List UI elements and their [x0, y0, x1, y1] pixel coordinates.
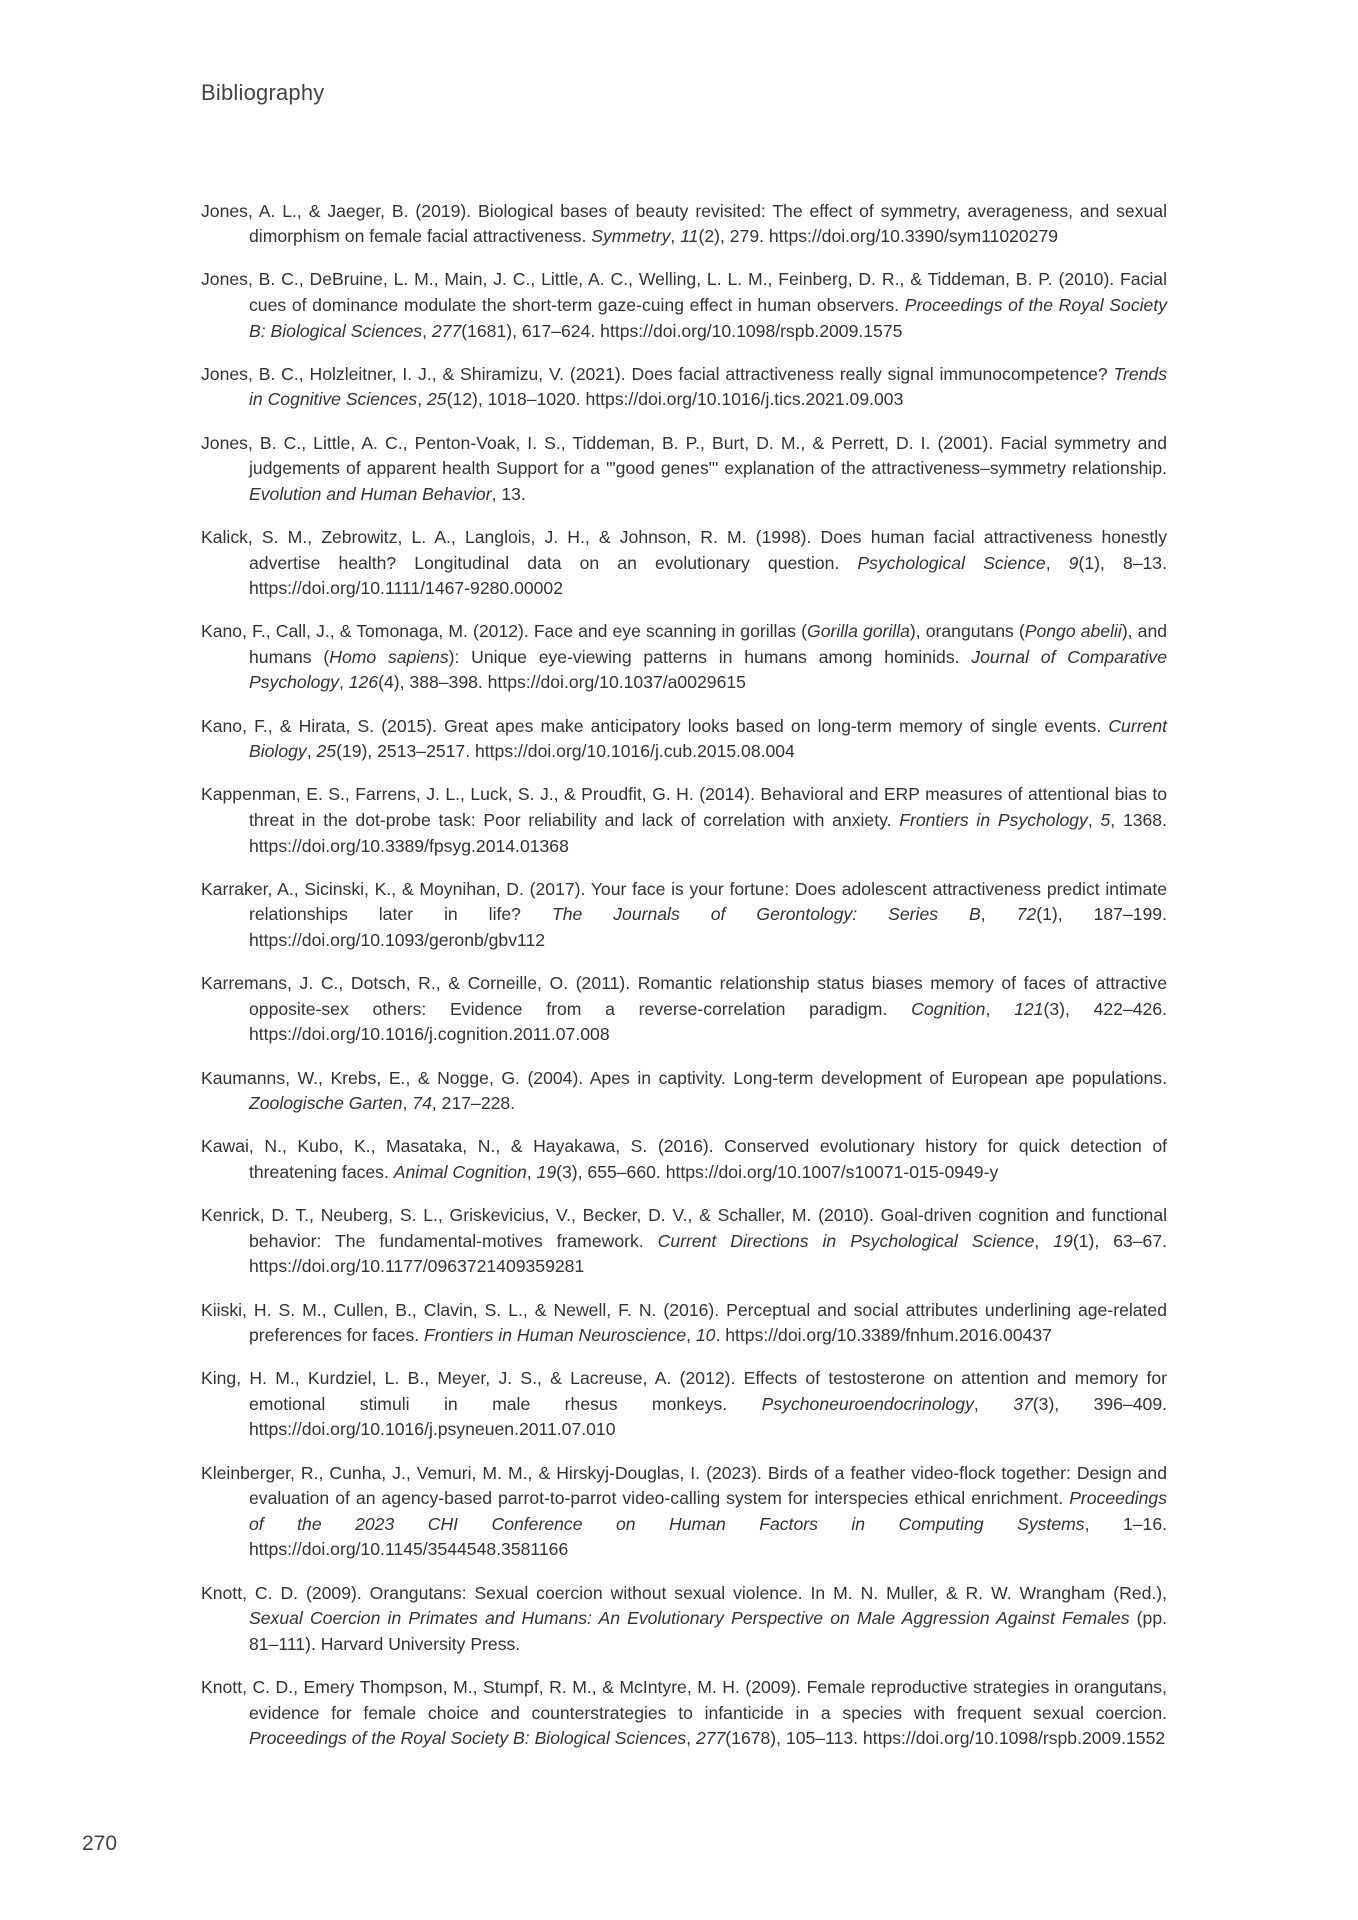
bib-entry: [201, 199, 1167, 250]
bib-authors: Karremans, J. C., Dotsch, R., & Corneille, O. (2011).: [201, 973, 631, 994]
bib-entry: [201, 362, 1167, 413]
bib-authors: King, H. M., Kurdziel, L. B., Meyer, J. S., & Lacreuse, A. (2012).: [201, 1368, 736, 1389]
bib-journal: Current Directions in Psychological Science: [657, 1230, 1035, 1251]
bib-species-name: Pongo abelii: [1024, 621, 1122, 642]
bib-separator: ,: [1084, 1513, 1123, 1534]
bib-separator: ,: [1034, 1230, 1054, 1251]
bib-authors: Jones, B. C., Little, A. C., Penton-Voak, I. S., Tiddeman, B. P., Burt, D. M., & Perrett, D. I. (2001).: [201, 432, 994, 453]
bib-details: (1), 8–13. https://doi.org/10.1111/1467-9280.00002: [249, 552, 1167, 599]
bib-separator: ,: [402, 1093, 413, 1114]
bib-entry: [201, 877, 1167, 954]
bib-separator: ,: [422, 320, 432, 341]
bib-title: Does facial attractiveness really signal immunocompetence?: [625, 363, 1114, 384]
bib-authors: Knott, C. D. (2009).: [201, 1582, 362, 1603]
bib-details: (2), 279. https://doi.org/10.3390/sym11020279: [698, 226, 1059, 247]
bib-journal: Proceedings of the Royal Society B: Biological Sciences: [249, 294, 1168, 341]
bib-details: . https://doi.org/10.3389/fnhum.2016.00437: [715, 1325, 1052, 1346]
bib-separator: ,: [985, 998, 1015, 1019]
bib-title: Romantic relationship status biases memory of faces of attractive opposite-sex others: Evidence from a reverse-correlation paradigm.: [249, 973, 1167, 1019]
bib-separator: ,: [1087, 810, 1101, 831]
bib-authors: Jones, B. C., DeBruine, L. M., Main, J. C., Little, A. C., Welling, L. L. M., Feinberg, D. R., & Tiddeman, B. P. (2010).: [201, 269, 1115, 290]
bib-volume: 126: [348, 672, 379, 693]
bib-volume: 37: [1013, 1393, 1033, 1414]
bib-authors: Kalick, S. M., Zebrowitz, L. A., Langlois, J. H., & Johnson, R. M. (1998).: [201, 526, 812, 547]
bib-title: Apes in captivity. Long-term development of European ape populations.: [583, 1067, 1167, 1088]
bib-book-title: Sexual Coercion in Primates and Humans: An Evolutionary Perspective on Male Aggression Against Females: [249, 1608, 1130, 1629]
bib-separator: ,: [306, 741, 317, 762]
bib-species-name: Homo sapiens: [329, 646, 449, 667]
bib-details: 1–16. https://doi.org/10.1145/3544548.3581166: [249, 1513, 1167, 1560]
bib-authors: Kiiski, H. S. M., Cullen, B., Clavin, S. L., & Newell, F. N. (2016).: [201, 1299, 720, 1320]
bib-journal: Psychological Science: [857, 552, 1046, 573]
bib-volume: 9: [1068, 552, 1079, 573]
bib-title: ), orangutans (: [909, 621, 1025, 642]
bib-volume: 10: [695, 1325, 716, 1346]
bib-entry: [201, 1581, 1167, 1658]
bibliography-list: [201, 181, 1167, 1758]
running-head: Bibliography: [201, 80, 325, 105]
bib-volume: 19: [536, 1161, 557, 1182]
bib-title: Female reproductive strategies in orangutans, evidence for female choice and counterstrategies to infanticide in a species with frequent sexual coercion.: [249, 1677, 1167, 1723]
bib-details: (3), 396–409. https://doi.org/10.1016/j.psyneuen.2011.07.010: [249, 1393, 1167, 1440]
bib-journal: Cognition: [911, 998, 986, 1019]
bib-title: Biological bases of beauty revisited: The effect of symmetry, averageness, and sexual dimorphism on female facial attractiveness.: [249, 200, 1167, 247]
bib-entry: [201, 1461, 1167, 1563]
bib-authors: Kaumanns, W., Krebs, E., & Nogge, G. (2004).: [201, 1067, 584, 1088]
bib-details: (1678), 105–113. https://doi.org/10.1098/rspb.2009.1552: [725, 1728, 1166, 1749]
bib-entry: [201, 1366, 1167, 1443]
bib-entry: [201, 1066, 1167, 1117]
bib-entry: [201, 619, 1167, 696]
bib-authors: Kappenman, E. S., Farrens, J. L., Luck, S. J., & Proudfit, G. H. (2014).: [201, 784, 755, 805]
bib-entry: [201, 782, 1167, 859]
bib-authors: Kano, F., & Hirata, S. (2015).: [201, 715, 438, 736]
bib-volume: 19: [1053, 1230, 1073, 1251]
bib-entry: [201, 1134, 1167, 1185]
bib-title: Perceptual and social attributes underlining age-related preferences for faces.: [249, 1299, 1167, 1346]
bib-details: 13.: [501, 483, 526, 504]
bib-journal: Zoologische Garten: [249, 1093, 403, 1114]
bib-volume: 25: [427, 389, 447, 410]
bib-details: (1681), 617–624. https://doi.org/10.1098/rspb.2009.1575: [461, 320, 903, 341]
bib-entry: [201, 1675, 1167, 1752]
bib-journal: Evolution and Human Behavior: [249, 483, 492, 504]
bib-volume: 277: [695, 1728, 726, 1749]
bib-separator: ,: [980, 904, 1017, 925]
bib-authors: Kleinberger, R., Cunha, J., Vemuri, M. M., & Hirskyj-Douglas, I. (2023).: [201, 1462, 762, 1483]
bib-details: (1), 63–67. https://doi.org/10.1177/0963721409359281: [249, 1230, 1168, 1277]
bib-volume: 72: [1016, 904, 1037, 925]
bib-separator: ,: [1045, 552, 1069, 573]
bib-entry: [201, 525, 1167, 602]
bib-entry: [201, 431, 1167, 508]
bib-volume: 5: [1100, 810, 1111, 831]
bib-title: Effects of testosterone on attention and memory for emotional stimuli in male rhesus monkeys.: [249, 1368, 1167, 1414]
bib-details: , 1368. https://doi.org/10.3389/fpsyg.2014.01368: [249, 810, 1167, 856]
bib-title: Face and eye scanning in gorillas (: [528, 621, 808, 642]
bib-journal: Journal of Comparative Psychology: [249, 646, 1167, 693]
bib-journal: Animal Cognition: [393, 1161, 527, 1182]
bib-details: (12), 1018–1020. https://doi.org/10.1016/j.tics.2021.09.003: [446, 389, 904, 410]
bib-entry: [201, 267, 1167, 344]
bib-journal: Frontiers in Psychology: [899, 810, 1088, 831]
bib-journal: Frontiers in Human Neuroscience: [424, 1325, 687, 1346]
bib-journal: Trends in Cognitive Sciences: [249, 363, 1167, 410]
bib-separator: ,: [686, 1325, 696, 1346]
bib-title: Birds of a feather video-flock together: Design and evaluation of an agency-based parrot-to-parrot video-calling system for interspecies ethical enrichment.: [249, 1462, 1167, 1509]
bib-authors: Knott, C. D., Emery Thompson, M., Stumpf, R. M., & McIntyre, M. H. (2009).: [201, 1677, 802, 1697]
bib-entry: [201, 971, 1167, 1048]
bib-journal: Proceedings of the 2023 CHI Conference on Human Factors in Computing Systems: [249, 1488, 1167, 1534]
bib-authors: Kano, F., Call, J., & Tomonaga, M. (2012).: [201, 621, 529, 642]
bib-details: (3), 422–426. https://doi.org/10.1016/j.cognition.2011.07.008: [249, 998, 1167, 1045]
bib-authors: Kawai, N., Kubo, K., Masataka, N., & Hayakawa, S. (2016).: [201, 1136, 714, 1157]
bib-authors: Karraker, A., Sicinski, K., & Moynihan, D. (2017).: [201, 878, 586, 899]
bib-journal: The Journals of Gerontology: Series B: [551, 904, 981, 925]
bib-title: Your face is your fortune: Does adolescent attractiveness predict intimate relationships later in life?: [249, 878, 1167, 925]
bib-separator: ,: [491, 483, 502, 504]
bib-title: Great apes make anticipatory looks based on long-term memory of single events.: [437, 715, 1109, 736]
bib-separator: ,: [338, 672, 349, 693]
bib-volume: 25: [316, 741, 337, 762]
bib-separator: ,: [973, 1393, 1014, 1414]
bib-details: (19), 2513–2517. https://doi.org/10.1016/j.cub.2015.08.004: [336, 741, 795, 762]
bib-title: Does human facial attractiveness honestly advertise health? Longitudinal data on an evolutionary question.: [249, 526, 1167, 573]
bib-journal: Psychoneuroendocrinology: [761, 1393, 974, 1414]
bib-separator: ,: [526, 1161, 537, 1182]
bib-species-name: Gorilla gorilla: [807, 621, 910, 642]
bib-title: Behavioral and ERP measures of attentional bias to threat in the dot-probe task: Poor reliability and lack of correlation with anxiety.: [249, 784, 1167, 831]
bib-separator: ,: [670, 226, 681, 247]
bib-authors: Jones, B. C., Holzleitner, I. J., & Shiramizu, V. (2021).: [201, 363, 626, 384]
bib-authors: Jones, A. L., & Jaeger, B. (2019).: [201, 200, 472, 221]
bib-details: (4), 388–398. https://doi.org/10.1037/a0029615: [378, 672, 746, 693]
bib-details: , 217–228.: [431, 1093, 516, 1114]
bib-volume: 74: [412, 1093, 432, 1114]
bib-title: Facial cues of dominance modulate the short-term gaze-cuing effect in human observers.: [249, 269, 1167, 315]
bib-title: ): Unique eye-viewing patterns in humans among hominids.: [448, 646, 972, 667]
bib-details: (3), 655–660. https://doi.org/10.1007/s10071-015-0949-y: [556, 1161, 999, 1182]
bib-volume: 121: [1014, 998, 1044, 1019]
bib-details: (1), 187–199. https://doi.org/10.1093/geronb/gbv112: [249, 904, 1167, 950]
bib-separator: ,: [417, 389, 427, 410]
bib-entry: [201, 1203, 1167, 1280]
bib-title: Facial symmetry and judgements of apparent health Support for a '"good genes"' explanation of the attractiveness–symmetry relationship.: [249, 432, 1167, 479]
bib-title: Orangutans: Sexual coercion without sexual violence. In M. N. Muller, & R. W. Wrangham (Red.),: [361, 1582, 1167, 1603]
bib-title: Conserved evolutionary history for quick detection of threatening faces.: [249, 1136, 1167, 1182]
bib-journal: Proceedings of the Royal Society B: Biological Sciences: [249, 1728, 687, 1749]
bib-entry: [201, 714, 1167, 765]
page-number: 270: [82, 1832, 118, 1855]
bib-journal: Current Biology: [249, 715, 1168, 762]
bib-authors: Kenrick, D. T., Neuberg, S. L., Griskevicius, V., Becker, D. V., & Schaller, M. (2010).: [201, 1205, 874, 1226]
bib-title: Goal-driven cognition and functional behavior: The fundamental-motives framework.: [249, 1205, 1168, 1251]
bib-details: (pp. 81–111). Harvard University Press.: [249, 1608, 1167, 1654]
bib-separator: ,: [686, 1728, 696, 1749]
bib-volume: 277: [431, 320, 462, 341]
bib-entry: [201, 1298, 1167, 1349]
bib-journal: Symmetry: [591, 226, 671, 247]
bib-title: ), and humans (: [249, 621, 1168, 667]
bib-volume: 11: [680, 226, 699, 247]
